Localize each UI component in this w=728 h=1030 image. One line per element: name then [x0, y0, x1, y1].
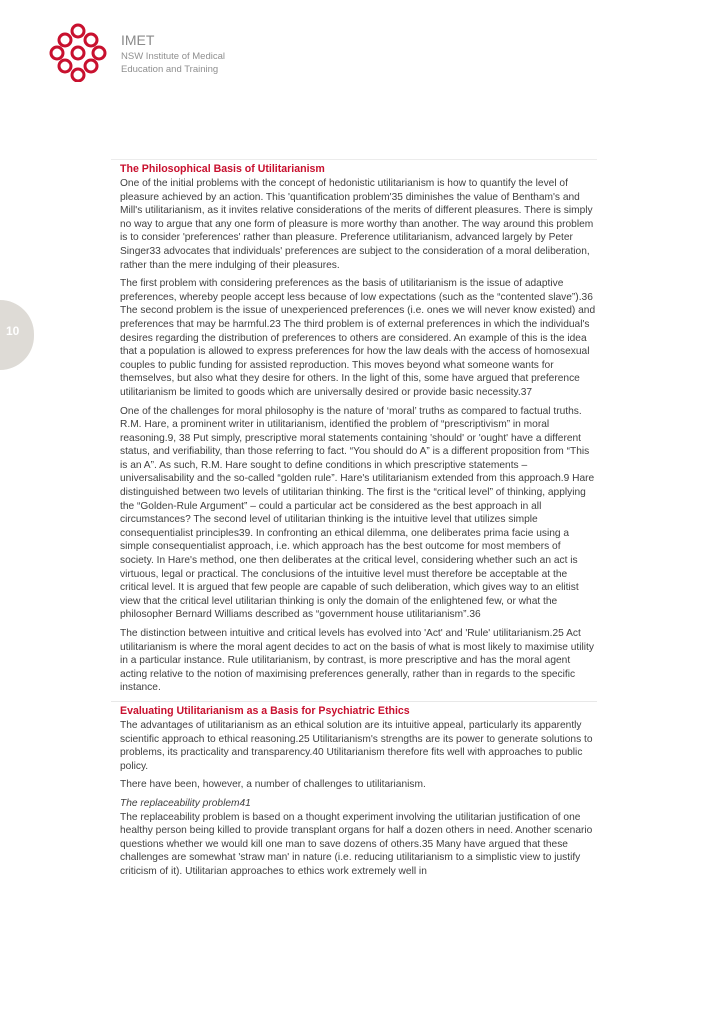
subheading: The replaceability problem41 — [120, 797, 251, 809]
page-number: 10 — [6, 324, 20, 338]
page-number-tab — [0, 300, 34, 370]
header-org — [121, 31, 251, 76]
paragraph: The first problem with considering preferences as the basis of utilitarianism is the issue of adaptive preferences, whereby people accept less because of low expectations (such as the “contented slave”).36 The second problem is the issue of unexperienced preferences (i.e. ones we will never know existed) and preferences that may be harmful.23 The third problem is of external preferences in which the individual's desires regarding the distribution of preferences to others are considered. An example of this is the idea that a population is allowed to express preferences for how the law deals with the access of homosexual couples to public funding for assisted reproduction. This moves beyond what someone wants for themselves, but also what they desire for others. In the light of this, some have argued that preference utilitarianism be limited to goods which are universally desired or provide basic necessity.37 — [120, 278, 596, 398]
org-acronym: IMET — [121, 32, 155, 48]
section-divider — [111, 159, 597, 160]
imet-logo-icon — [48, 22, 108, 82]
paragraph: The advantages of utilitarianism as an ethical solution are its intuitive appeal, particularly its apparently scientific approach to ethical reasoning.25 Utilitarianism's strengths are its power to generate solutions to problems, its practicality and transparency.40 Utilitarianism therefore fits well with approaches to public policy. — [120, 719, 593, 772]
section-title: The Philosophical Basis of Utilitarianism — [120, 163, 325, 175]
section-divider — [111, 701, 597, 702]
paragraph: The distinction between intuitive and critical levels has evolved into 'Act' and 'Rule' utilitarianism.25 Act utilitarianism is where the moral agent decides to act on the basis of what is most likely to maximise utility in a particular instance. Rule utilitarianism, by contrast, is more prescriptive and has the moral agent acting relative to the notion of maximising preferences generally, rather than in regards to the specific instance. — [120, 628, 594, 694]
section-evaluating-utilitarianism — [111, 705, 597, 879]
paragraph: There have been, however, a number of challenges to utilitarianism. — [120, 779, 426, 791]
page-content — [111, 159, 597, 884]
section-philosophical-basis — [111, 163, 597, 695]
org-name: NSW Institute of Medical Education and Training — [121, 51, 226, 75]
paragraph: One of the challenges for moral philosophy is the nature of ‘moral’ truths as compared to factual truths. R.M. Hare, a prominent writer in utilitarianism, identified the problem of “prescriptivism” in moral reasoning.9, 38 Put simply, prescriptive moral statements containing 'should' or 'ought' have a different status, and verifiability, than those referring to fact. “You should do A” is a different proposition from “This is an A”. As such, R.M. Hare sought to define conditions in which prescriptive statements – universalisability and the so-called “golden rule”. Hare's utilitarianism extended from this approach.9 Hare distinguished between two levels of utilitarian thinking. The first is the “critical level” of thinking, applying the “Golden-Rule Argument” – could a particular act be considered as the best approach in all circumstances? The second level of utilitarian thinking is the intuitive level that utilizes simple consequentialist principles39. In confronting an ethical dilemma, one deliberates prima facie using a simple consequentialist approach, i.e. which approach has the best outcome for most members of society. In Hare's method, one then deliberates at the critical level, considering whether such an act is virtuous, legal or practical. The conclusions of the intuitive level must therefore be acceptable at the critical level. It is argued that few people are capable of such deliberation, which gives way to an elitist view that the critical level utilitarian thinking is only the domain of the enlightened few, or what the philosopher Bernard Williams described as “government house utilitarianism”.36 — [120, 405, 595, 621]
paragraph: One of the initial problems with the concept of hedonistic utilitarianism is how to quantify the level of pleasure achieved by an action. This 'quantification problem'35 diminishes the value of Bentham's and Mill's utilitarianism, as it invites relative considerations of the merits of different pleasures. There is simply no way to argue that any one form of pleasure is more worthy than another. The way around this problem is to consider 'preferences' rather than pleasure. Preference utilitarianism, advanced largely by Peter Singer33 advocates that individuals' preferences are subject to the consideration of a moral deliberation, rather than the mere indulging of their pleasures. — [120, 178, 594, 271]
section-title: Evaluating Utilitarianism as a Basis for Psychiatric Ethics — [120, 704, 410, 717]
paragraph: The replaceability problem is based on a thought experiment involving the utilitarian justification of one healthy person being killed to provide transplant organs for half a dozen others in need. Another scenario questions whether we would kill one man to save dozens of others.35 Many have argued that these challenges are somewhat 'straw man' in nature (i.e. reducing utilitarianism to a simplistic view to justify criticism of it). Utilitarian approaches to ethics work extremely well in — [120, 811, 593, 877]
